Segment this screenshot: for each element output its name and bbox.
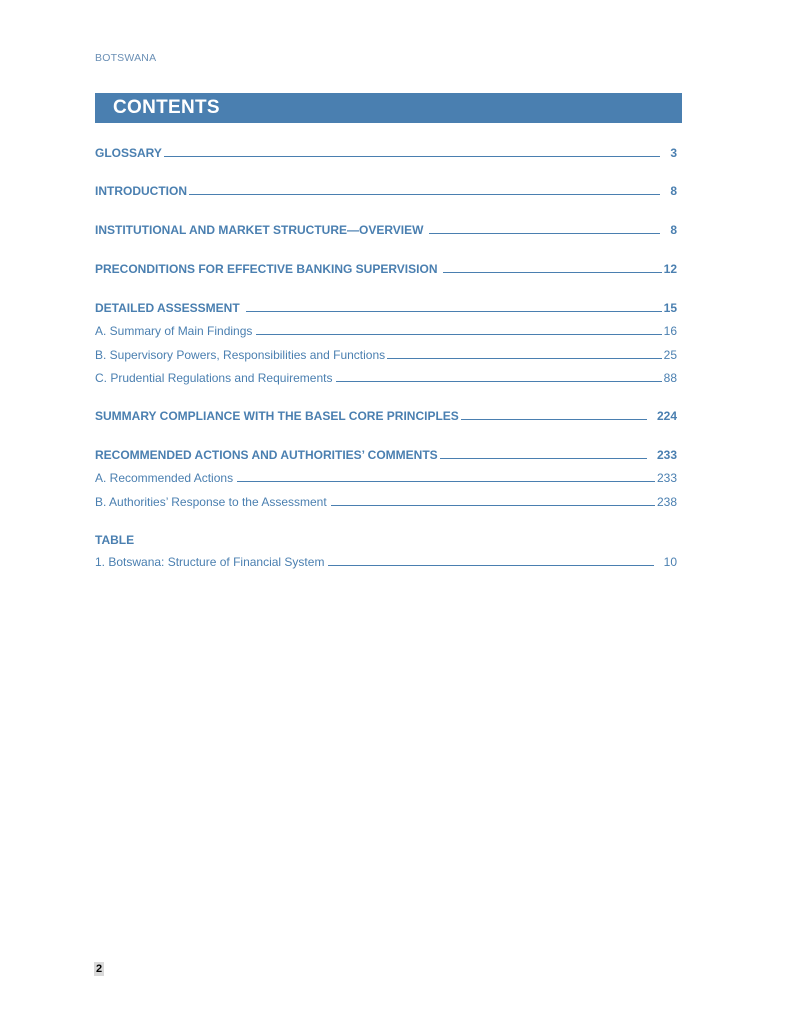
toc-entry-label: A. Summary of Main Findings — [95, 324, 253, 338]
toc-entry-page: 10 — [663, 555, 677, 569]
toc-entry-introduction[interactable] — [95, 182, 677, 198]
toc-entry-page: 3 — [670, 146, 677, 160]
toc-entry-page: 25 — [663, 348, 677, 362]
toc-entry-label: C. Prudential Regulations and Requirements — [95, 371, 333, 385]
table-section-heading: TABLE — [95, 533, 135, 547]
toc-leader — [440, 458, 647, 459]
toc-entry-label: RECOMMENDED ACTIONS AND AUTHORITIES’ COMMENTS — [95, 448, 438, 462]
toc-entry-label: DETAILED ASSESSMENT — [95, 301, 240, 315]
toc-entry-recommended-actions-comments[interactable] — [95, 446, 677, 462]
running-header: BOTSWANA — [95, 52, 157, 64]
toc-leader — [429, 233, 660, 234]
toc-entry-recommended-actions[interactable] — [95, 469, 677, 485]
toc-entry-label: B. Supervisory Powers, Responsibilities and Functions — [95, 348, 386, 362]
toc-leader — [256, 334, 661, 335]
toc-entry-page: 12 — [663, 262, 677, 276]
toc-entry-page: 238 — [656, 495, 677, 509]
toc-entry-label: 1. Botswana: Structure of Financial System — [95, 555, 325, 569]
toc-leader — [237, 481, 655, 482]
toc-entry-label: SUMMARY COMPLIANCE WITH THE BASEL CORE PRINCIPLES — [95, 409, 459, 423]
toc-entry-label: INTRODUCTION — [95, 184, 187, 198]
toc-leader — [164, 156, 660, 157]
toc-entry-label: PRECONDITIONS FOR EFFECTIVE BANKING SUPERVISION — [95, 262, 438, 276]
toc-entry-page: 233 — [656, 448, 677, 462]
toc-entry-institutional-market-structure[interactable] — [95, 221, 677, 237]
toc-entry-table-structure-financial-system[interactable] — [95, 553, 677, 569]
toc-entry-preconditions[interactable] — [95, 260, 677, 276]
toc-entry-supervisory-powers[interactable] — [95, 346, 677, 362]
toc-entry-detailed-assessment[interactable] — [95, 299, 677, 315]
toc-entry-page: 224 — [656, 409, 677, 423]
toc-leader — [387, 358, 662, 359]
toc-entry-page: 8 — [670, 223, 677, 237]
toc-entry-summary-main-findings[interactable] — [95, 322, 677, 338]
toc-entry-page: 8 — [670, 184, 677, 198]
toc-entry-label: GLOSSARY — [95, 146, 162, 160]
page-number: 2 — [96, 963, 103, 975]
toc-entry-page: 15 — [663, 301, 677, 315]
contents-banner — [95, 93, 682, 123]
toc-entry-prudential-regulations[interactable] — [95, 369, 677, 385]
toc-leader — [246, 311, 662, 312]
toc-entry-glossary[interactable] — [95, 144, 677, 160]
toc-leader — [189, 194, 660, 195]
toc-leader — [336, 381, 661, 382]
toc-entry-label: B. Authorities’ Response to the Assessment — [95, 495, 327, 509]
toc-entry-label: A. Recommended Actions — [95, 471, 234, 485]
toc-entry-label: INSTITUTIONAL AND MARKET STRUCTURE—OVERVIEW — [95, 223, 424, 237]
toc-entry-page: 233 — [656, 471, 677, 485]
toc-leader — [461, 419, 647, 420]
toc-entry-page: 88 — [663, 371, 677, 385]
toc-entry-summary-compliance[interactable] — [95, 407, 677, 423]
toc-leader — [328, 565, 653, 566]
toc-leader — [331, 505, 655, 506]
toc-entry-authorities-response[interactable] — [95, 493, 677, 509]
contents-title: CONTENTS — [113, 97, 220, 118]
toc-leader — [443, 272, 661, 273]
toc-entry-page: 16 — [663, 324, 677, 338]
